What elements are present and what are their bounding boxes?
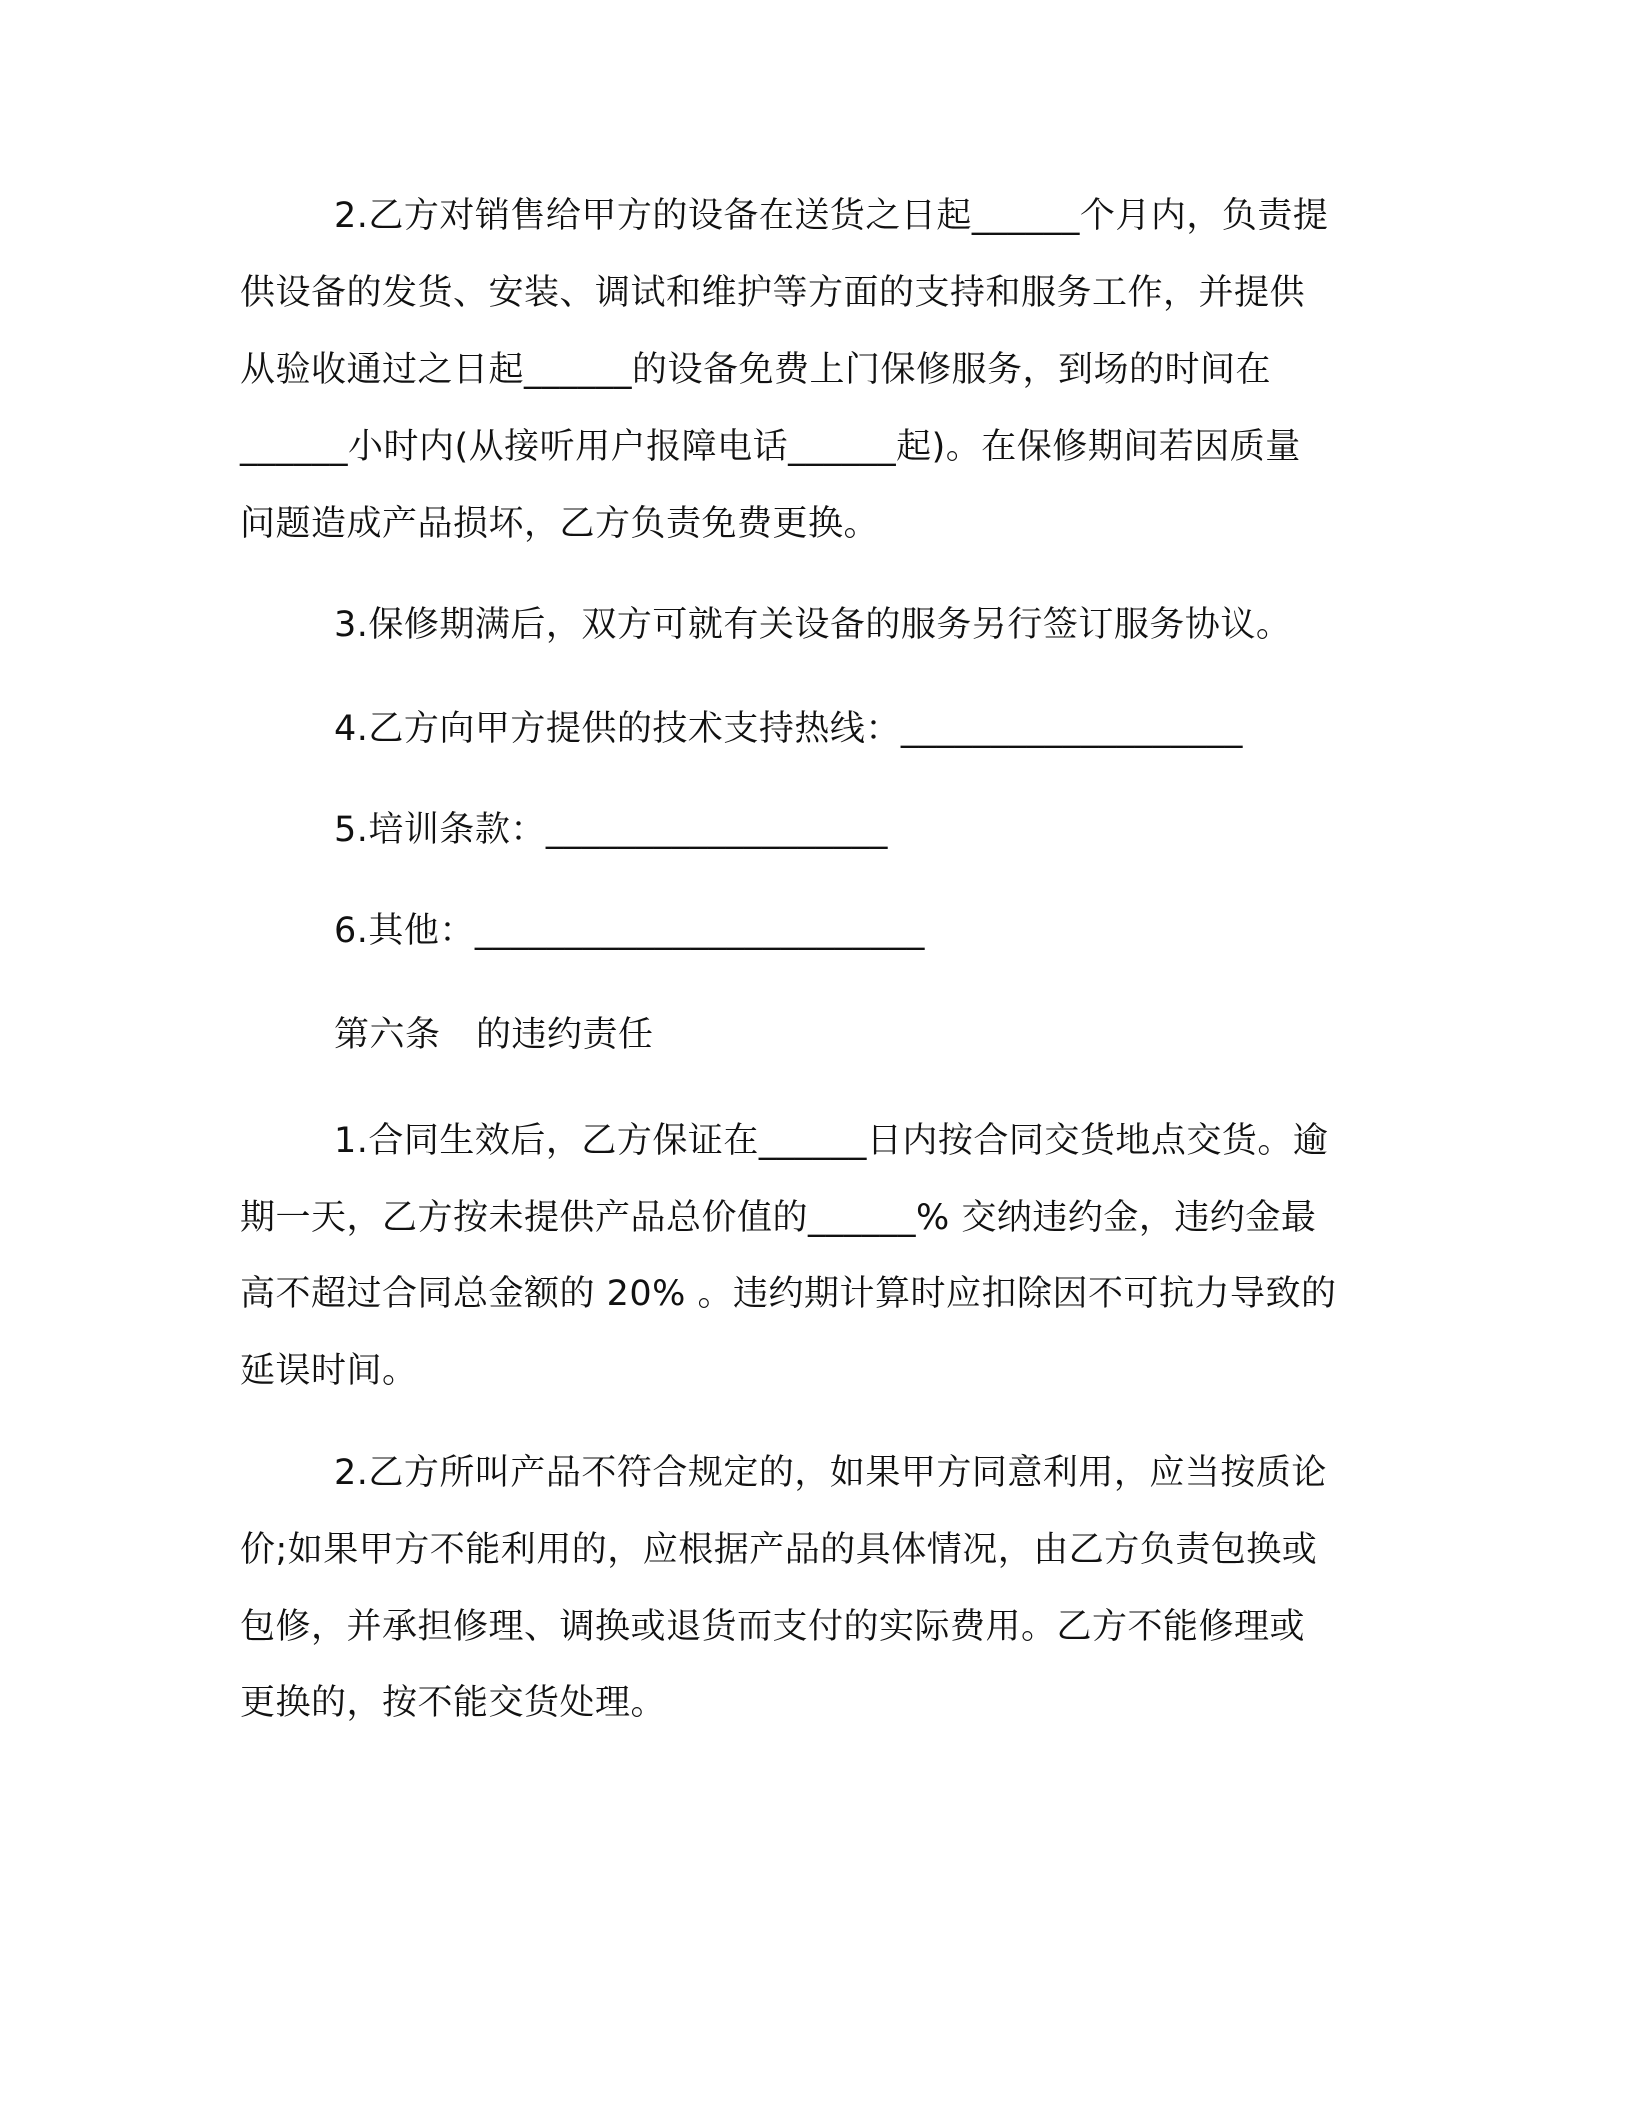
liability-1-line-4: 延误时间。 xyxy=(240,1351,418,1391)
paragraph-2-line-2: 供设备的发货、安装、调试和维护等方面的支持和服务工作，并提供 xyxy=(240,273,1306,313)
paragraph-5-training: 5.培训条款：___________________ xyxy=(334,810,888,850)
paragraph-4-hotline: 4.乙方向甲方提供的技术支持热线：___________________ xyxy=(334,709,1243,749)
paragraph-2-line-3: 从验收通过之日起______的设备免费上门保修服务，到场的时间在 xyxy=(240,350,1272,390)
paragraph-2-line-4: ______小时内(从接听用户报障电话______起)。在保修期间若因质量 xyxy=(240,427,1301,467)
paragraph-3: 3.保修期满后，双方可就有关设备的服务另行签订服务协议。 xyxy=(334,605,1292,645)
liability-2-line-1: 2.乙方所叫产品不符合规定的，如果甲方同意利用，应当按质论 xyxy=(334,1453,1327,1493)
liability-2-line-2: 价;如果甲方不能利用的，应根据产品的具体情况，由乙方负责包换或 xyxy=(240,1530,1318,1570)
article-6-heading: 第六条 的违约责任 xyxy=(334,1015,654,1055)
liability-2-line-3: 包修，并承担修理、调换或退货而支付的实际费用。乙方不能修理或 xyxy=(240,1607,1306,1647)
liability-2-line-4: 更换的，按不能交货处理。 xyxy=(240,1683,667,1723)
paragraph-2-line-1: 2.乙方对销售给甲方的设备在送货之日起______个月内，负责提 xyxy=(334,196,1329,236)
liability-1-line-2: 期一天，乙方按未提供产品总价值的______% 交纳违约金，违约金最 xyxy=(240,1198,1317,1238)
liability-1-line-3: 高不超过合同总金额的 20% 。违约期计算时应扣除因不可抗力导致的 xyxy=(240,1274,1337,1314)
liability-1-line-1: 1.合同生效后，乙方保证在______日内按合同交货地点交货。逾 xyxy=(334,1121,1329,1161)
paragraph-6-other: 6.其他：_________________________ xyxy=(334,911,925,951)
paragraph-2-line-5: 问题造成产品损坏，乙方负责免费更换。 xyxy=(240,504,880,544)
